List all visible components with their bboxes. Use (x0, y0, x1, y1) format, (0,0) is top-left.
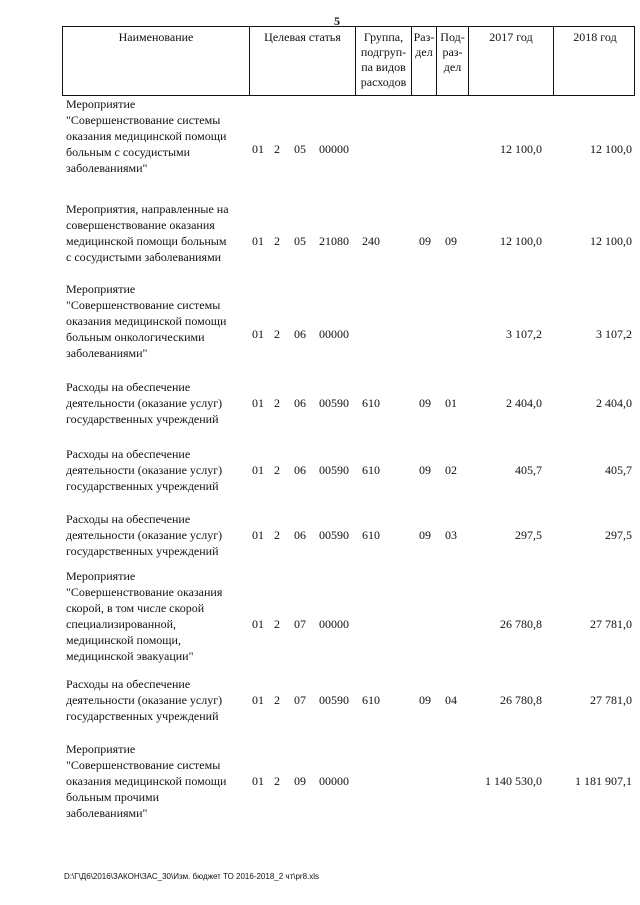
target-code-2: 2 (274, 396, 280, 410)
amount-2017: 297,5 (515, 528, 542, 542)
header-2018-cell (553, 27, 636, 95)
row-name-line: "Совершенствование системы (66, 298, 221, 312)
row-name-line: больным прочими (66, 790, 160, 804)
row-name-line: оказания медицинской помощи (66, 129, 227, 143)
target-code-2: 2 (274, 327, 280, 341)
row-name (66, 201, 251, 265)
amount-2018: 27 781,0 (590, 693, 632, 707)
row-name-line: Мероприятия, направленные на (66, 202, 229, 216)
row-name-line: медицинской помощи, (66, 633, 181, 647)
header-name: Наименование (118, 30, 194, 44)
section-code: 09 (419, 396, 431, 410)
target-code-2: 2 (274, 234, 280, 248)
row-name-line: "Совершенствование системы (66, 113, 221, 127)
row-name-line: государственных учреждений (66, 479, 219, 493)
amount-2017: 12 100,0 (500, 142, 542, 156)
row-name-line: оказания медицинской помощи (66, 314, 227, 328)
section-code: 09 (419, 463, 431, 477)
row-name-line: специализированной, (66, 617, 177, 631)
row-name-line: заболеваниями" (66, 806, 148, 820)
row-name-line: заболеваниями" (66, 346, 148, 360)
row-name-line: Мероприятие (66, 97, 136, 111)
target-code-4: 00000 (319, 617, 349, 631)
table-header (62, 26, 635, 96)
target-code-3: 06 (294, 528, 306, 542)
section-code: 09 (419, 234, 431, 248)
row-name-line: заболеваниями" (66, 161, 148, 175)
target-code-2: 2 (274, 142, 280, 156)
row-name-line: Мероприятие (66, 282, 136, 296)
header-target-cell (249, 27, 355, 95)
row-name (66, 741, 251, 821)
subsection-code: 02 (445, 463, 457, 477)
group-code: 610 (362, 396, 380, 410)
row-name-line: "Совершенствование системы (66, 758, 221, 772)
header-group-line: Группа, (363, 30, 404, 44)
row-name (66, 379, 251, 427)
section-code: 09 (419, 528, 431, 542)
row-name-line: Расходы на обеспечение (66, 512, 191, 526)
header-subsection-line: дел (443, 60, 462, 74)
amount-2018: 1 181 907,1 (575, 774, 632, 788)
target-code-4: 00590 (319, 528, 349, 542)
header-2017: 2017 год (489, 30, 533, 44)
target-code-1: 01 (252, 693, 264, 707)
row-name-line: Расходы на обеспечение (66, 447, 191, 461)
header-group-line: расходов (360, 75, 407, 89)
group-code: 240 (362, 234, 380, 248)
target-code-3: 06 (294, 396, 306, 410)
header-subsection-line: раз- (442, 45, 463, 59)
amount-2018: 27 781,0 (590, 617, 632, 631)
amount-2018: 3 107,2 (596, 327, 632, 341)
target-code-3: 06 (294, 463, 306, 477)
target-code-1: 01 (252, 463, 264, 477)
target-code-3: 05 (294, 234, 306, 248)
row-name-line: медицинской эвакуации" (66, 649, 194, 663)
target-code-2: 2 (274, 774, 280, 788)
amount-2017: 26 780,8 (500, 617, 542, 631)
target-code-2: 2 (274, 463, 280, 477)
target-code-1: 01 (252, 774, 264, 788)
target-code-2: 2 (274, 693, 280, 707)
row-name (66, 676, 251, 724)
target-code-4: 00590 (319, 396, 349, 410)
row-name-line: Мероприятие (66, 569, 136, 583)
target-code-3: 05 (294, 142, 306, 156)
row-name-line: больным с сосудистыми (66, 145, 191, 159)
target-code-3: 07 (294, 693, 306, 707)
row-name-line: деятельности (оказание услуг) (66, 396, 223, 410)
amount-2017: 26 780,8 (500, 693, 542, 707)
header-group-cell (355, 27, 411, 95)
row-name-line: Мероприятие (66, 742, 136, 756)
header-section-cell (411, 27, 436, 95)
amount-2017: 405,7 (515, 463, 542, 477)
row-name-line: деятельности (оказание услуг) (66, 528, 223, 542)
row-name-line: деятельности (оказание услуг) (66, 693, 223, 707)
group-code: 610 (362, 463, 380, 477)
header-subsection-line: Под- (440, 30, 465, 44)
header-subsection-cell (436, 27, 468, 95)
row-name-line: деятельности (оказание услуг) (66, 463, 223, 477)
row-name (66, 511, 251, 559)
target-code-2: 2 (274, 617, 280, 631)
target-code-4: 00000 (319, 327, 349, 341)
target-code-4: 00590 (319, 693, 349, 707)
subsection-code: 03 (445, 528, 457, 542)
target-code-4: 00000 (319, 774, 349, 788)
target-code-1: 01 (252, 142, 264, 156)
target-code-3: 06 (294, 327, 306, 341)
header-section-line: Раз- (413, 30, 435, 44)
amount-2017: 3 107,2 (506, 327, 542, 341)
row-name-line: медицинской помощи больным (66, 234, 227, 248)
page-number: 5 (334, 14, 340, 28)
header-group-line: па видов (361, 60, 406, 74)
header-name-cell (63, 27, 249, 95)
amount-2018: 297,5 (605, 528, 632, 542)
amount-2018: 12 100,0 (590, 142, 632, 156)
target-code-1: 01 (252, 234, 264, 248)
row-name-line: Расходы на обеспечение (66, 677, 191, 691)
subsection-code: 01 (445, 396, 457, 410)
row-name-line: Расходы на обеспечение (66, 380, 191, 394)
amount-2017: 2 404,0 (506, 396, 542, 410)
amount-2018: 12 100,0 (590, 234, 632, 248)
target-code-1: 01 (252, 528, 264, 542)
amount-2018: 405,7 (605, 463, 632, 477)
header-2017-cell (468, 27, 553, 95)
header-target: Целевая статья (264, 30, 341, 44)
row-name (66, 568, 251, 664)
target-code-1: 01 (252, 396, 264, 410)
amount-2018: 2 404,0 (596, 396, 632, 410)
group-code: 610 (362, 693, 380, 707)
row-name-line: с сосудистыми заболеваниями (66, 250, 222, 264)
row-name-line: больным онкологическими (66, 330, 205, 344)
row-name-line: скорой, в том числе скорой (66, 601, 205, 615)
target-code-4: 00000 (319, 142, 349, 156)
row-name (66, 281, 251, 361)
row-name-line: государственных учреждений (66, 709, 219, 723)
row-name (66, 96, 251, 176)
row-name-line: государственных учреждений (66, 544, 219, 558)
section-code: 09 (419, 693, 431, 707)
amount-2017: 12 100,0 (500, 234, 542, 248)
header-2018: 2018 год (573, 30, 617, 44)
subsection-code: 09 (445, 234, 457, 248)
subsection-code: 04 (445, 693, 457, 707)
row-name-line: оказания медицинской помощи (66, 774, 227, 788)
row-name-line: государственных учреждений (66, 412, 219, 426)
file-path-footer: D:\Г\Д6\2016\ЗАКОН\ЗАС_30\Изм. бюджет ТО 2016-2018_2 чт\pr8.xls (64, 872, 320, 881)
target-code-3: 09 (294, 774, 306, 788)
target-code-1: 01 (252, 617, 264, 631)
header-group-line: подгруп- (360, 45, 407, 59)
row-name-line: совершенствование оказания (66, 218, 215, 232)
target-code-4: 21080 (319, 234, 349, 248)
group-code: 610 (362, 528, 380, 542)
target-code-4: 00590 (319, 463, 349, 477)
header-section-line: дел (415, 45, 433, 59)
row-name (66, 446, 251, 494)
target-code-2: 2 (274, 528, 280, 542)
amount-2017: 1 140 530,0 (485, 774, 542, 788)
target-code-1: 01 (252, 327, 264, 341)
target-code-3: 07 (294, 617, 306, 631)
row-name-line: "Совершенствование оказания (66, 585, 223, 599)
